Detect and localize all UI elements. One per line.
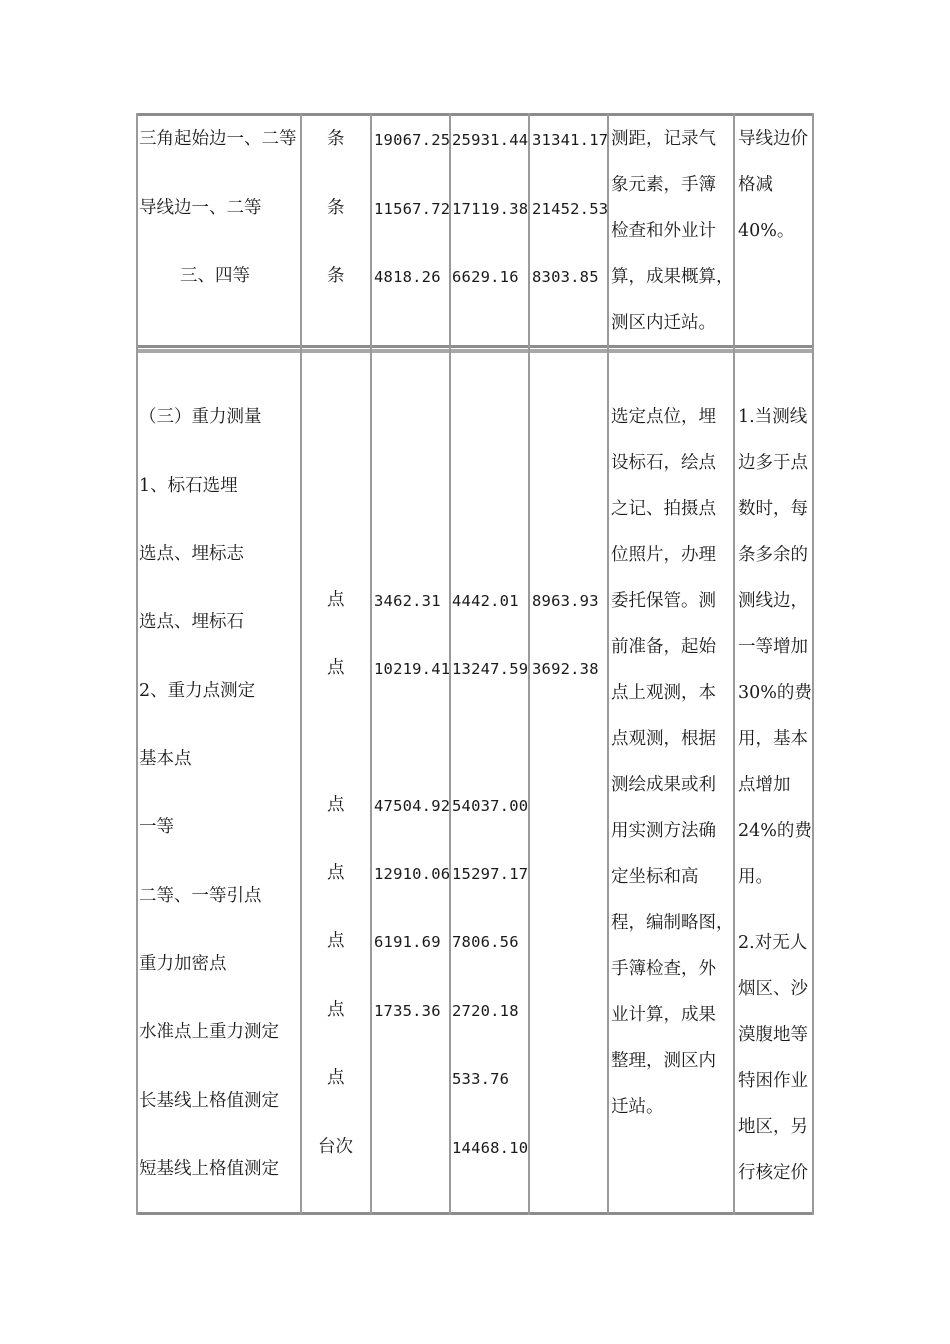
note-line: 烟区、沙 (738, 979, 808, 999)
note-line: 格减 (738, 175, 773, 195)
unit: 点 (327, 863, 345, 883)
price-value: 7806.56 (452, 933, 519, 951)
col-border (812, 113, 814, 1215)
item-name: 一等 (139, 817, 174, 837)
work-description-line: 测区内迁站。 (611, 313, 716, 333)
table-top-border (136, 113, 814, 116)
work-description-line: 位照片，办理 (611, 545, 716, 565)
note-line: 40%。 (738, 221, 795, 241)
work-description-line: 业计算，成果 (611, 1005, 716, 1025)
price-value: 6191.69 (374, 933, 441, 951)
note-line: 用，基本 (738, 729, 808, 749)
note-line: 2.对无人 (738, 933, 808, 953)
row-divider-inner (136, 349, 814, 353)
note-line: 边多于点 (738, 453, 808, 473)
item-name: 1、标石选埋 (139, 476, 238, 496)
work-description-line: 测绘成果或利 (611, 775, 716, 795)
work-description-line: 检查和外业计 (611, 221, 716, 241)
work-description-line: 委托保管。测 (611, 591, 716, 611)
item-name: 2、重力点测定 (139, 681, 256, 701)
price-value: 54037.00 (452, 797, 529, 815)
item-name: 重力加密点 (139, 954, 227, 974)
price-value: 4442.01 (452, 592, 519, 610)
work-description-line: 前准备，起始 (611, 637, 716, 657)
work-description-line: 之记、拍摄点 (611, 499, 716, 519)
work-description-line: 整理，测区内 (611, 1051, 716, 1071)
note-line: 数时，每 (738, 499, 808, 519)
price-value: 11567.72 (374, 200, 451, 218)
item-name: 基本点 (139, 749, 192, 769)
price-value: 8963.93 (532, 592, 599, 610)
note-line: 漠腹地等 (738, 1025, 808, 1045)
unit: 点 (327, 590, 345, 610)
price-value: 4818.26 (374, 268, 441, 286)
unit: 点 (327, 1068, 345, 1088)
price-value: 17119.38 (452, 200, 529, 218)
price-value: 25931.44 (452, 131, 529, 149)
price-value: 13247.59 (452, 660, 529, 678)
work-description-line: 测距，记录气 (611, 129, 716, 149)
unit: 条 (327, 266, 345, 286)
col-border (370, 113, 372, 1215)
item-name: 二等、一等引点 (139, 886, 262, 906)
price-value: 3692.38 (532, 660, 599, 678)
table-bottom-border (136, 1212, 814, 1215)
work-description-line: 设标石，绘点 (611, 453, 716, 473)
section-heading: （三）重力测量 (139, 407, 262, 427)
price-value: 3462.31 (374, 592, 441, 610)
price-value: 31341.17 (532, 131, 609, 149)
note-line: 条多余的 (738, 545, 808, 565)
price-value: 8303.85 (532, 268, 599, 286)
col-border (136, 113, 138, 1215)
price-value: 12910.06 (374, 865, 451, 883)
item-name: 水准点上重力测定 (139, 1022, 279, 1042)
note-line: 行核定价 (738, 1163, 808, 1183)
note-line: 特困作业 (738, 1071, 808, 1091)
work-description-line: 用实测方法确 (611, 821, 716, 841)
item-name: 导线边一、二等 (139, 198, 262, 218)
note-line: 测线边， (738, 591, 808, 611)
work-description-line: 点观测，根据 (611, 729, 716, 749)
price-value: 14468.10 (452, 1139, 529, 1157)
note-line: 用。 (738, 867, 773, 887)
unit: 点 (327, 931, 345, 951)
unit: 点 (327, 658, 345, 678)
work-description-line: 点上观测，本 (611, 683, 716, 703)
work-description-line: 定坐标和高 (611, 867, 699, 887)
work-description-line: 算，成果概算， (611, 267, 734, 287)
item-name: 短基线上格值测定 (139, 1159, 279, 1179)
price-value: 1735.36 (374, 1002, 441, 1020)
note-line: 点增加 (738, 775, 791, 795)
note-line: 导线边价 (738, 129, 808, 149)
col-border (300, 113, 302, 1215)
col-border (607, 113, 609, 1215)
note-line: 30%的费 (738, 683, 812, 703)
work-description-line: 象元素，手簿 (611, 175, 716, 195)
work-description-line: 迁站。 (611, 1097, 664, 1117)
row-divider (136, 345, 814, 348)
unit: 点 (327, 795, 345, 815)
price-value: 6629.16 (452, 268, 519, 286)
item-name: 选点、埋标石 (139, 612, 244, 632)
note-line: 一等增加 (738, 637, 808, 657)
note-line: 1.当测线 (738, 407, 808, 427)
price-value: 10219.41 (374, 660, 451, 678)
work-description-line: 程，编制略图， (611, 913, 734, 933)
price-value: 533.76 (452, 1070, 510, 1088)
price-value: 21452.53 (532, 200, 609, 218)
work-description-line: 手簿检查，外 (611, 959, 716, 979)
item-name: 三角起始边一、二等 (139, 129, 297, 149)
item-name: 选点、埋标志 (139, 544, 244, 564)
unit: 条 (327, 129, 345, 149)
price-value: 47504.92 (374, 797, 451, 815)
col-border (528, 113, 530, 1215)
price-value: 19067.25 (374, 131, 451, 149)
work-description-line: 选定点位，埋 (611, 407, 716, 427)
item-name: 长基线上格值测定 (139, 1091, 279, 1111)
note-line: 地区，另 (738, 1117, 808, 1137)
price-value: 15297.17 (452, 865, 529, 883)
note-line: 24%的费 (738, 821, 812, 841)
item-name: 三、四等 (180, 266, 250, 286)
unit: 点 (327, 1000, 345, 1020)
unit: 条 (327, 198, 345, 218)
unit: 台次 (318, 1137, 353, 1157)
price-value: 2720.18 (452, 1002, 519, 1020)
